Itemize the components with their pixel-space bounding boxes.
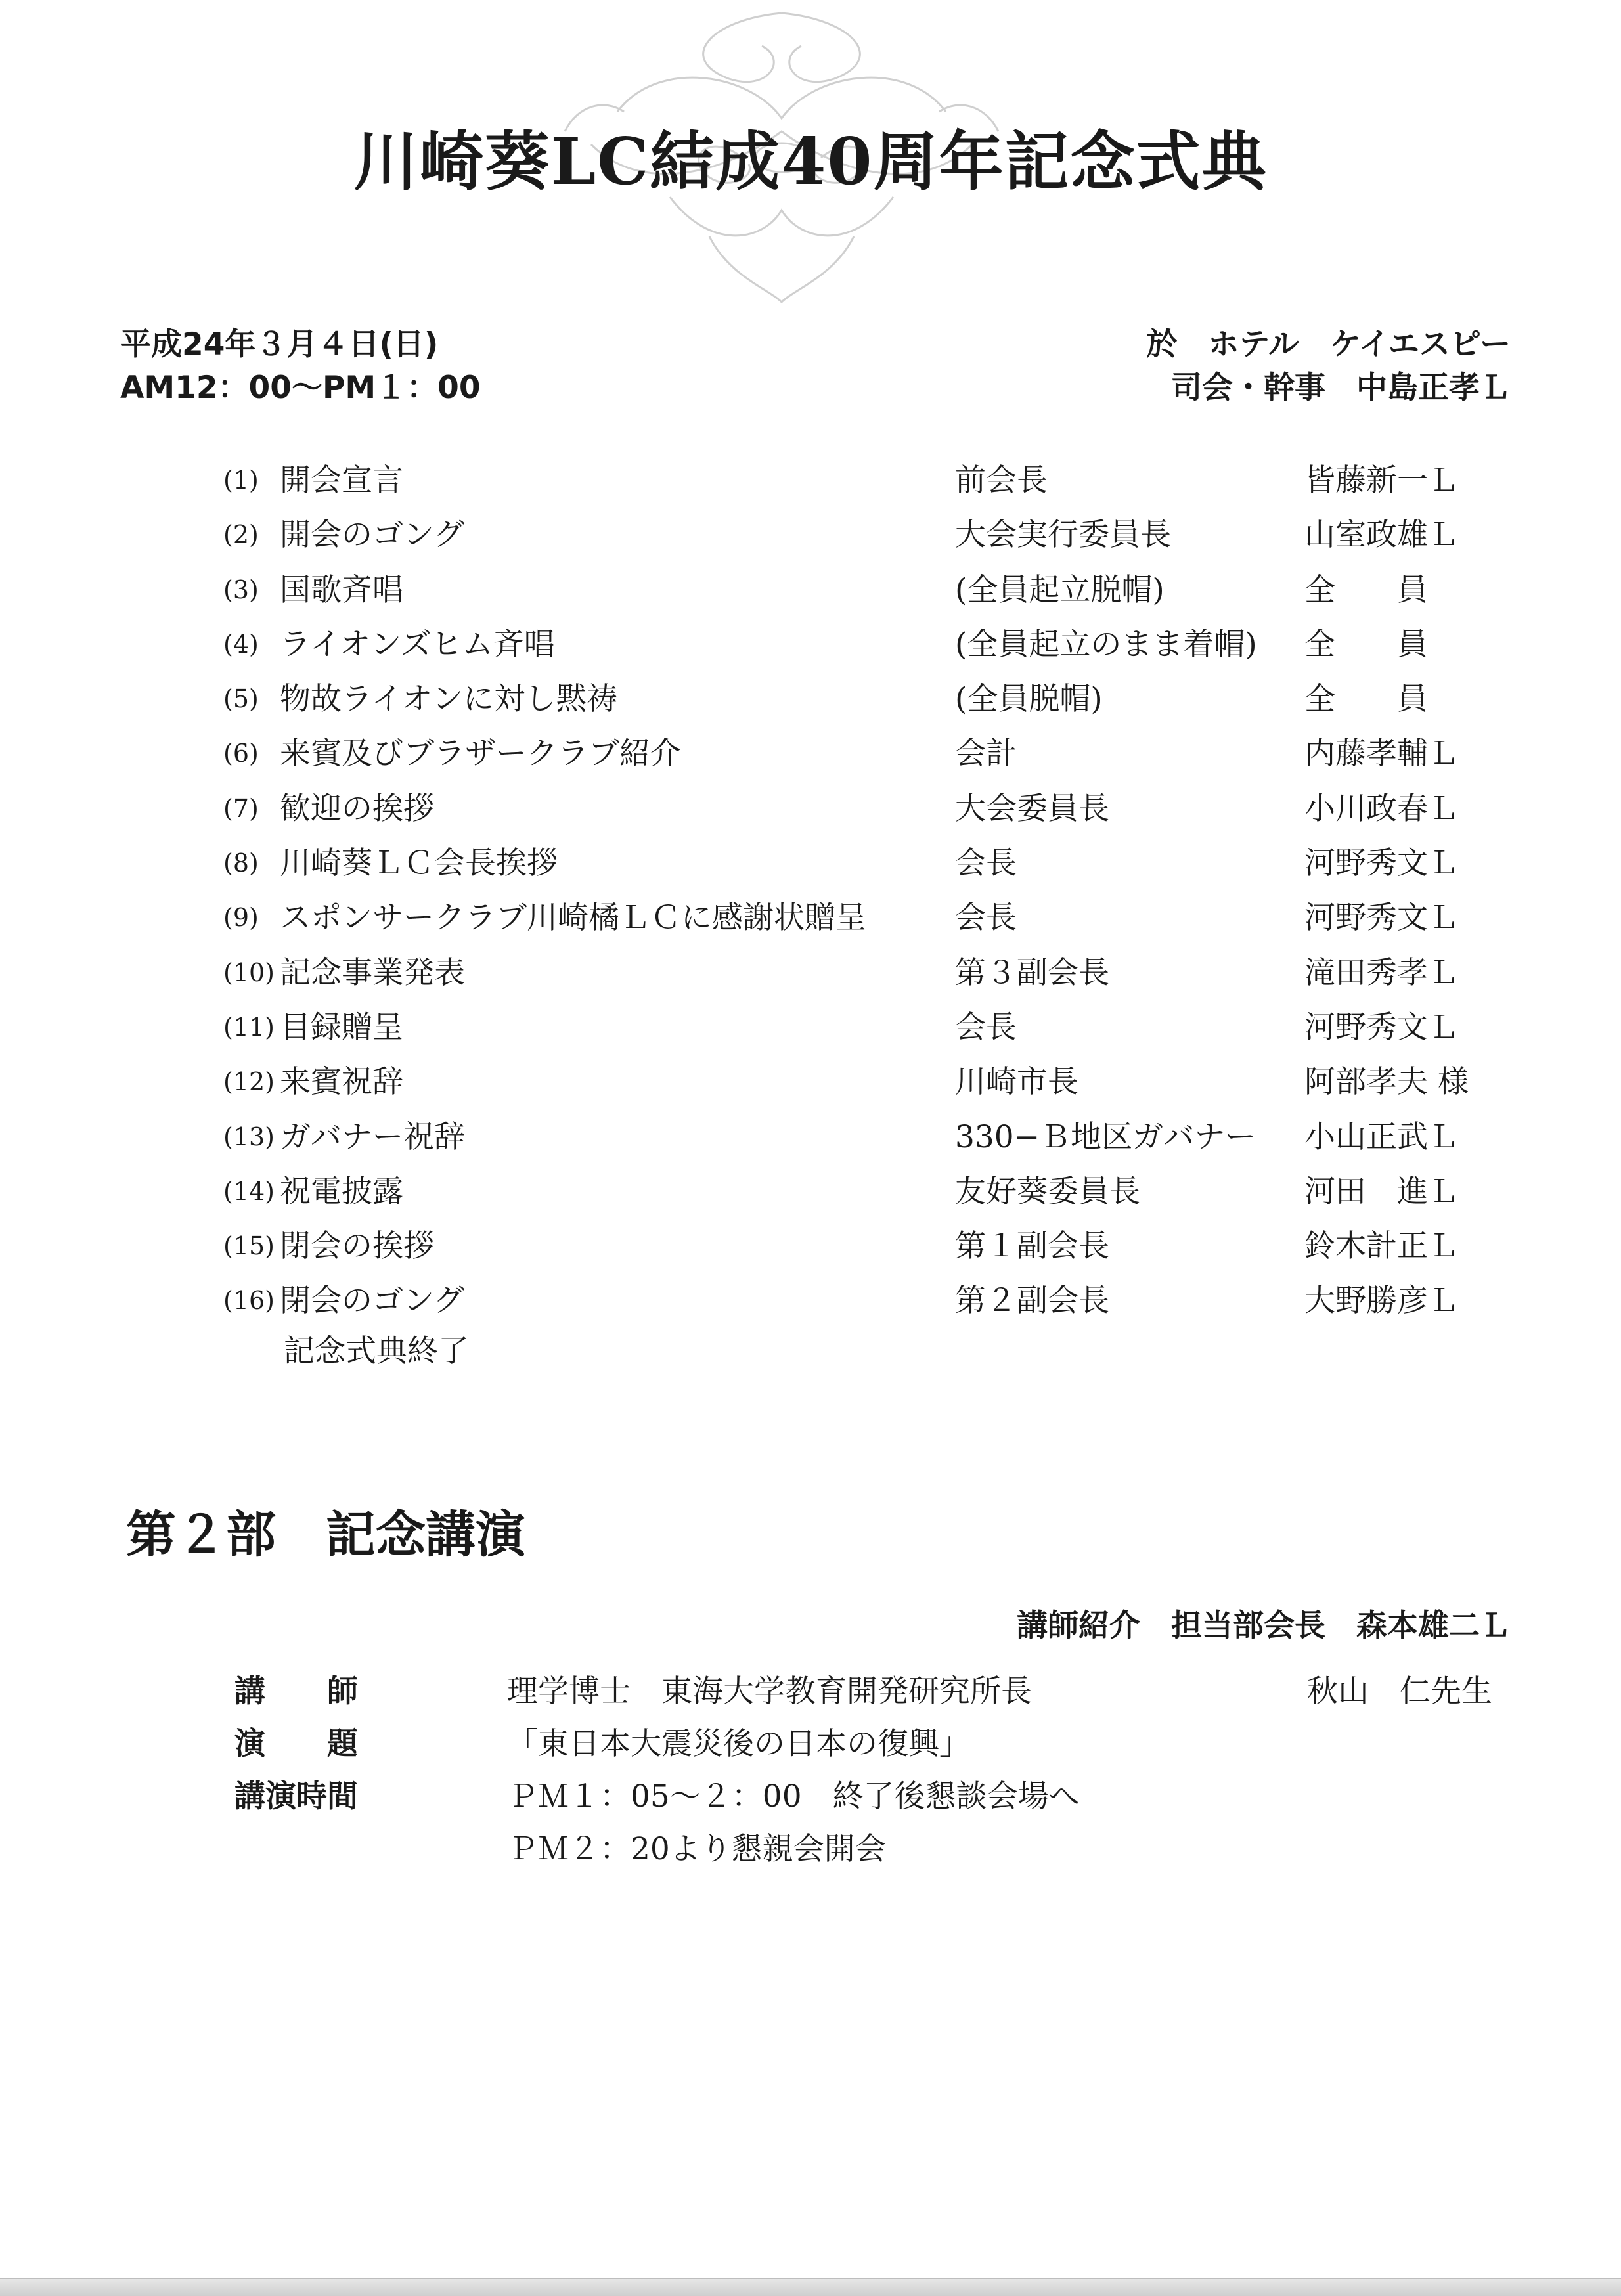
program-item: ライオンズヒム斉唱	[280, 626, 555, 663]
program-role: (全員起立のまま着帽)	[955, 626, 1257, 663]
program-row	[223, 563, 1537, 617]
program-item: 国歌斉唱	[280, 571, 403, 608]
program-number: (12)	[223, 1067, 275, 1097]
program-role: 友好葵委員長	[955, 1173, 1140, 1210]
program-row	[223, 1164, 1537, 1219]
program-person: 大野勝彦Ｌ	[1304, 1283, 1459, 1319]
program-row	[223, 726, 1537, 781]
program-number: (15)	[223, 1231, 275, 1261]
program-person: 全 員	[1304, 571, 1428, 608]
program-item: 記念事業発表	[280, 954, 465, 991]
program-role: 前会長	[955, 462, 1048, 498]
program-row	[223, 891, 1537, 945]
program-person: 阿部孝夫 様	[1304, 1064, 1469, 1101]
program-item: 開会のゴング	[280, 517, 465, 554]
program-number: (4)	[223, 629, 259, 659]
program-row	[223, 782, 1537, 836]
lecture-details	[234, 1666, 1515, 1876]
program-person: 滝田秀孝Ｌ	[1304, 954, 1459, 991]
program-role: 330−Ｂ地区ガバナー	[955, 1118, 1256, 1155]
time-row-2	[234, 1823, 1515, 1876]
page-edge	[0, 2278, 1621, 2296]
program-item: 川崎葵ＬＣ会長挨拶	[280, 845, 558, 882]
program-item: 閉会の挨拶	[280, 1228, 434, 1265]
program-role: (全員起立脱帽)	[955, 571, 1165, 608]
program-role: 第１副会長	[955, 1228, 1109, 1265]
program-item: 歓迎の挨拶	[280, 790, 434, 827]
program-role: 会長	[955, 900, 1017, 937]
program-row	[223, 453, 1537, 508]
program-person: 河野秀文Ｌ	[1304, 845, 1459, 882]
program-row	[223, 1055, 1537, 1109]
program-person: 内藤孝輔Ｌ	[1304, 736, 1459, 772]
program-person: 河野秀文Ｌ	[1304, 1009, 1459, 1046]
program-item: ガバナー祝辞	[280, 1118, 465, 1155]
program-number: (7)	[223, 793, 259, 823]
lecturer-title: 理学博士 東海大学教育開発研究所長	[507, 1673, 1032, 1710]
program-list	[223, 453, 1537, 1375]
program-person: 小川政春Ｌ	[1304, 790, 1459, 827]
lecturer-label: 講 師	[234, 1673, 358, 1710]
program-number: (10)	[223, 958, 275, 987]
program-row	[223, 1000, 1537, 1055]
event-time: AM12：00〜PM１：00	[120, 370, 481, 406]
program-number: (14)	[223, 1176, 275, 1206]
section2-heading: 第２部 記念講演	[126, 1505, 525, 1564]
program-number: (5)	[223, 684, 259, 714]
theme-value: 「東日本大震災後の日本の復興」	[507, 1726, 970, 1762]
event-venue-block	[1146, 323, 1511, 410]
program-role: 大会実行委員長	[955, 517, 1171, 554]
program-number: (11)	[223, 1012, 275, 1042]
program-row	[223, 1273, 1537, 1328]
program-row	[223, 1219, 1537, 1273]
program-role: (全員脱帽)	[955, 681, 1103, 718]
program-person: 全 員	[1304, 681, 1428, 718]
program-number: (2)	[223, 520, 259, 550]
program-item: 来賓及びブラザークラブ紹介	[280, 736, 681, 772]
program-role: 第３副会長	[955, 954, 1109, 991]
program-number: (1)	[223, 466, 259, 495]
page-title: 川崎葵LC結成40周年記念式典	[353, 124, 1268, 200]
theme-row	[234, 1718, 1515, 1771]
program-person: 河田 進Ｌ	[1304, 1173, 1459, 1210]
program-row	[223, 672, 1537, 726]
event-mc: 司会・幹事 中島正孝Ｌ	[1171, 370, 1511, 406]
program-number: (13)	[223, 1122, 275, 1151]
program-item: スポンサークラブ川崎橘ＬＣに感謝状贈呈	[280, 900, 866, 937]
program-row	[223, 836, 1537, 891]
program-row	[223, 617, 1537, 672]
time-row	[234, 1771, 1515, 1823]
program-number: (6)	[223, 739, 259, 768]
program-row	[223, 946, 1537, 1000]
program-person: 山室政雄Ｌ	[1304, 517, 1459, 554]
program-role: 川崎市長	[955, 1064, 1078, 1101]
time-value: ＰＭ１：05〜２：00 終了後懇談会場へ	[507, 1778, 1080, 1815]
program-item: 祝電披露	[280, 1173, 403, 1210]
program-item: 閉会のゴング	[280, 1283, 465, 1319]
program-role: 会長	[955, 1009, 1017, 1046]
program-row	[223, 508, 1537, 562]
program-number: (9)	[223, 903, 259, 933]
program-item: 目録贈呈	[280, 1009, 403, 1046]
program-person: 全 員	[1304, 626, 1428, 663]
program-number: (16)	[223, 1286, 275, 1315]
program-item: 来賓祝辞	[280, 1064, 403, 1101]
lecturer-introduction: 講師紹介 担当部会長 森本雄二Ｌ	[1017, 1608, 1511, 1644]
theme-label: 演 題	[234, 1726, 358, 1762]
program-row	[223, 1110, 1537, 1164]
program-role: 大会委員長	[955, 790, 1109, 827]
lecturer-row	[234, 1666, 1515, 1718]
event-venue: 於 ホテル ケイエスピー	[1146, 326, 1511, 363]
time-label: 講演時間	[234, 1778, 358, 1815]
program-role: 第２副会長	[955, 1283, 1109, 1319]
program-close: 記念式典終了	[284, 1333, 469, 1369]
event-datetime	[120, 323, 481, 410]
program-person: 小山正武Ｌ	[1304, 1118, 1459, 1155]
program-person: 鈴木計正Ｌ	[1304, 1228, 1459, 1265]
program-person: 皆藤新一Ｌ	[1304, 462, 1459, 498]
lecturer-name: 秋山 仁先生	[1307, 1673, 1492, 1710]
program-number: (3)	[223, 575, 259, 604]
program-item: 開会宣言	[280, 462, 403, 498]
program-item: 物故ライオンに対し黙祷	[280, 681, 618, 718]
program-role: 会長	[955, 845, 1017, 882]
program-role: 会計	[955, 736, 1017, 772]
program-person: 河野秀文Ｌ	[1304, 900, 1459, 937]
program-number: (8)	[223, 849, 259, 878]
event-date: 平成24年３月４日(日)	[120, 326, 439, 363]
time-value-2: ＰＭ２：20より懇親会開会	[507, 1831, 886, 1867]
